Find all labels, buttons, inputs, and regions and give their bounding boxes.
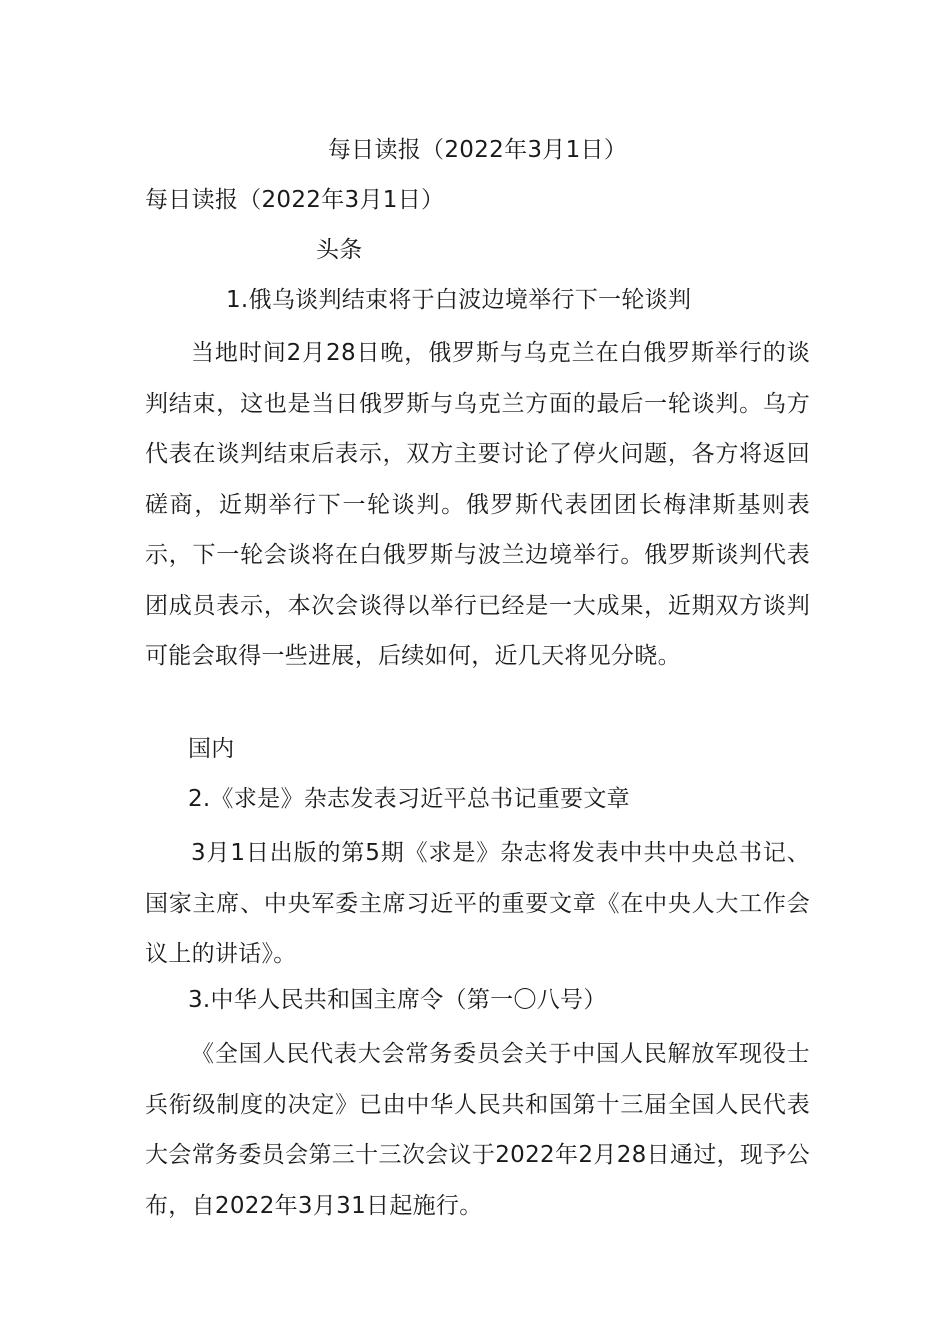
item3-title: 3.中华人民共和国主席令（第一〇八号） (188, 987, 607, 1013)
item2-title: 2.《求是》杂志发表习近平总书记重要文章 (188, 786, 630, 812)
item1-body: 当地时间2月28日晚，俄罗斯与乌克兰在白俄罗斯举行的谈判结束，这也是当日俄罗斯与乌克兰方面的最后一轮谈判。乌方代表在谈判结束后表示，双方主要讨论了停火问题，各方将返回磋商，近期举行下一轮谈判。俄罗斯代表团团长梅津斯基则表示，下一轮会谈将在白俄罗斯与波兰边境举行。俄罗斯谈判代表团成员表示，本次会谈得以举行已经是一大成果，近期双方谈判可能会取得一些进展，后续如何，近几天将见分晓。 (145, 340, 810, 669)
item3-body: 《全国人民代表大会常务委员会关于中国人民解放军现役士兵衔级制度的决定》已由中华人民共和国第十三届全国人民代表大会常务委员会第三十三次会议于2022年2月28日通过，现予公布，自2022年3月31日起施行。 (145, 1041, 810, 1219)
item1-title: 1.俄乌谈判结束将于白波边境举行下一轮谈判 (226, 287, 692, 313)
section-headline-label: 头条 (316, 237, 363, 263)
section-domestic-label: 国内 (188, 736, 235, 762)
document-title: 每日读报（2022年3月1日） (327, 137, 628, 163)
item2-body: 3月1日出版的第5期《求是》杂志将发表中共中央总书记、国家主席、中央军委主席习近平的重要文章《在中央人大工作会议上的讲话》。 (145, 840, 810, 967)
document-subtitle: 每日读报（2022年3月1日） (145, 187, 445, 213)
